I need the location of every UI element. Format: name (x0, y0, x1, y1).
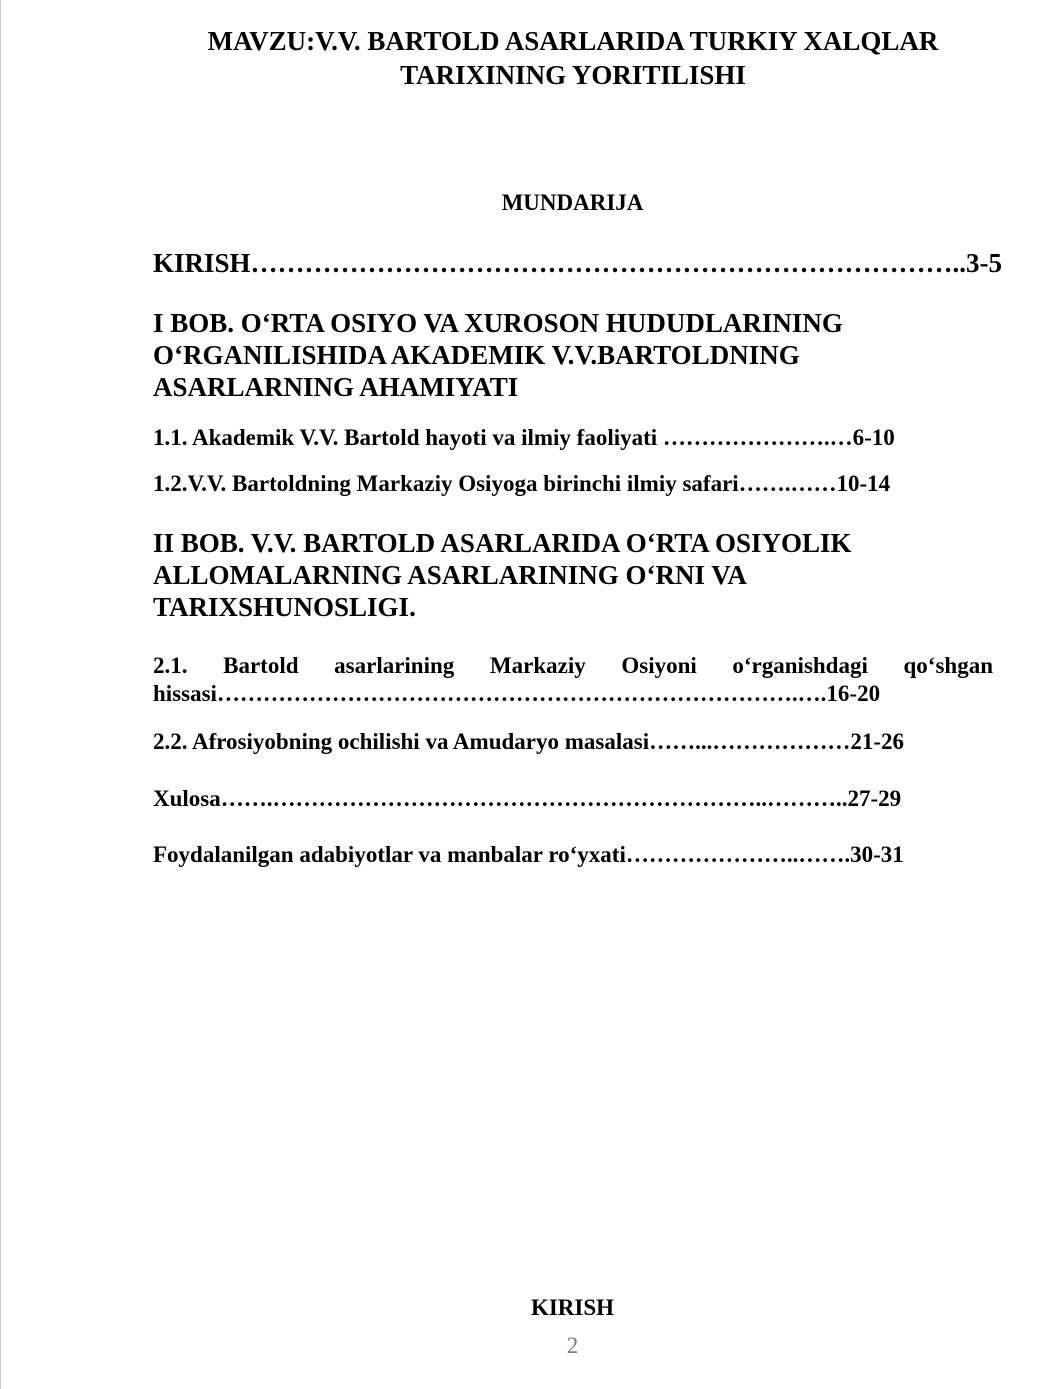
document-title (160, 24, 986, 92)
toc-entry-2-1: 2.1. Bartold asarlarining Markaziy Osiyoni o‘rganishdagi qo‘shgan hissasi………………………………………………………………….….16-20 (153, 653, 993, 706)
toc-entry-xulosa: Xulosa…….………………………………………………………..………..27-29 (153, 786, 902, 811)
toc-entry-adabiyotlar: Foydalanilgan adabiyotlar va manbalar ro‘yxati…………………..…….30-31 (153, 842, 904, 867)
toc-entry-bob-2: II BOB. V.V. BARTOLD ASARLARIDA O‘RTA OSIYOLIK ALLOMALARNING ASARLARINING O‘RNI VA TARIXSHUNOSLIGI. (153, 528, 852, 622)
title-line-2: TARIXINING YORITILISHI (400, 60, 746, 90)
next-section-heading: KIRISH (530, 1295, 615, 1320)
page-number: 2 (566, 1333, 579, 1358)
toc-heading: MUNDARIJA (501, 190, 644, 215)
toc-entry-1-1: 1.1. Akademik V.V. Bartold hayoti va ilmiy faoliyati ………………….…6-10 (153, 425, 895, 450)
toc-entry-1-2: 1.2.V.V. Bartoldning Markaziy Osiyoga birinchi ilmiy safari…….……10-14 (153, 471, 891, 496)
toc-entry-bob-1: I BOB. O‘RTA OSIYO VA XUROSON HUDUDLARINING O‘RGANILISHIDA AKADEMIK V.V.BARTOLDNING ASARLARNING AHAMIYATI (153, 308, 843, 402)
toc-entry-2-2: 2.2. Afrosiyobning ochilishi va Amudaryo masalasi……...………………21-26 (153, 729, 904, 754)
toc-entry-kirish: KIRISH……………………………………………………………………..3-5 (153, 248, 1003, 278)
title-line-1: MAVZU:V.V. BARTOLD ASARLARIDA TURKIY XALQLAR (207, 26, 939, 56)
